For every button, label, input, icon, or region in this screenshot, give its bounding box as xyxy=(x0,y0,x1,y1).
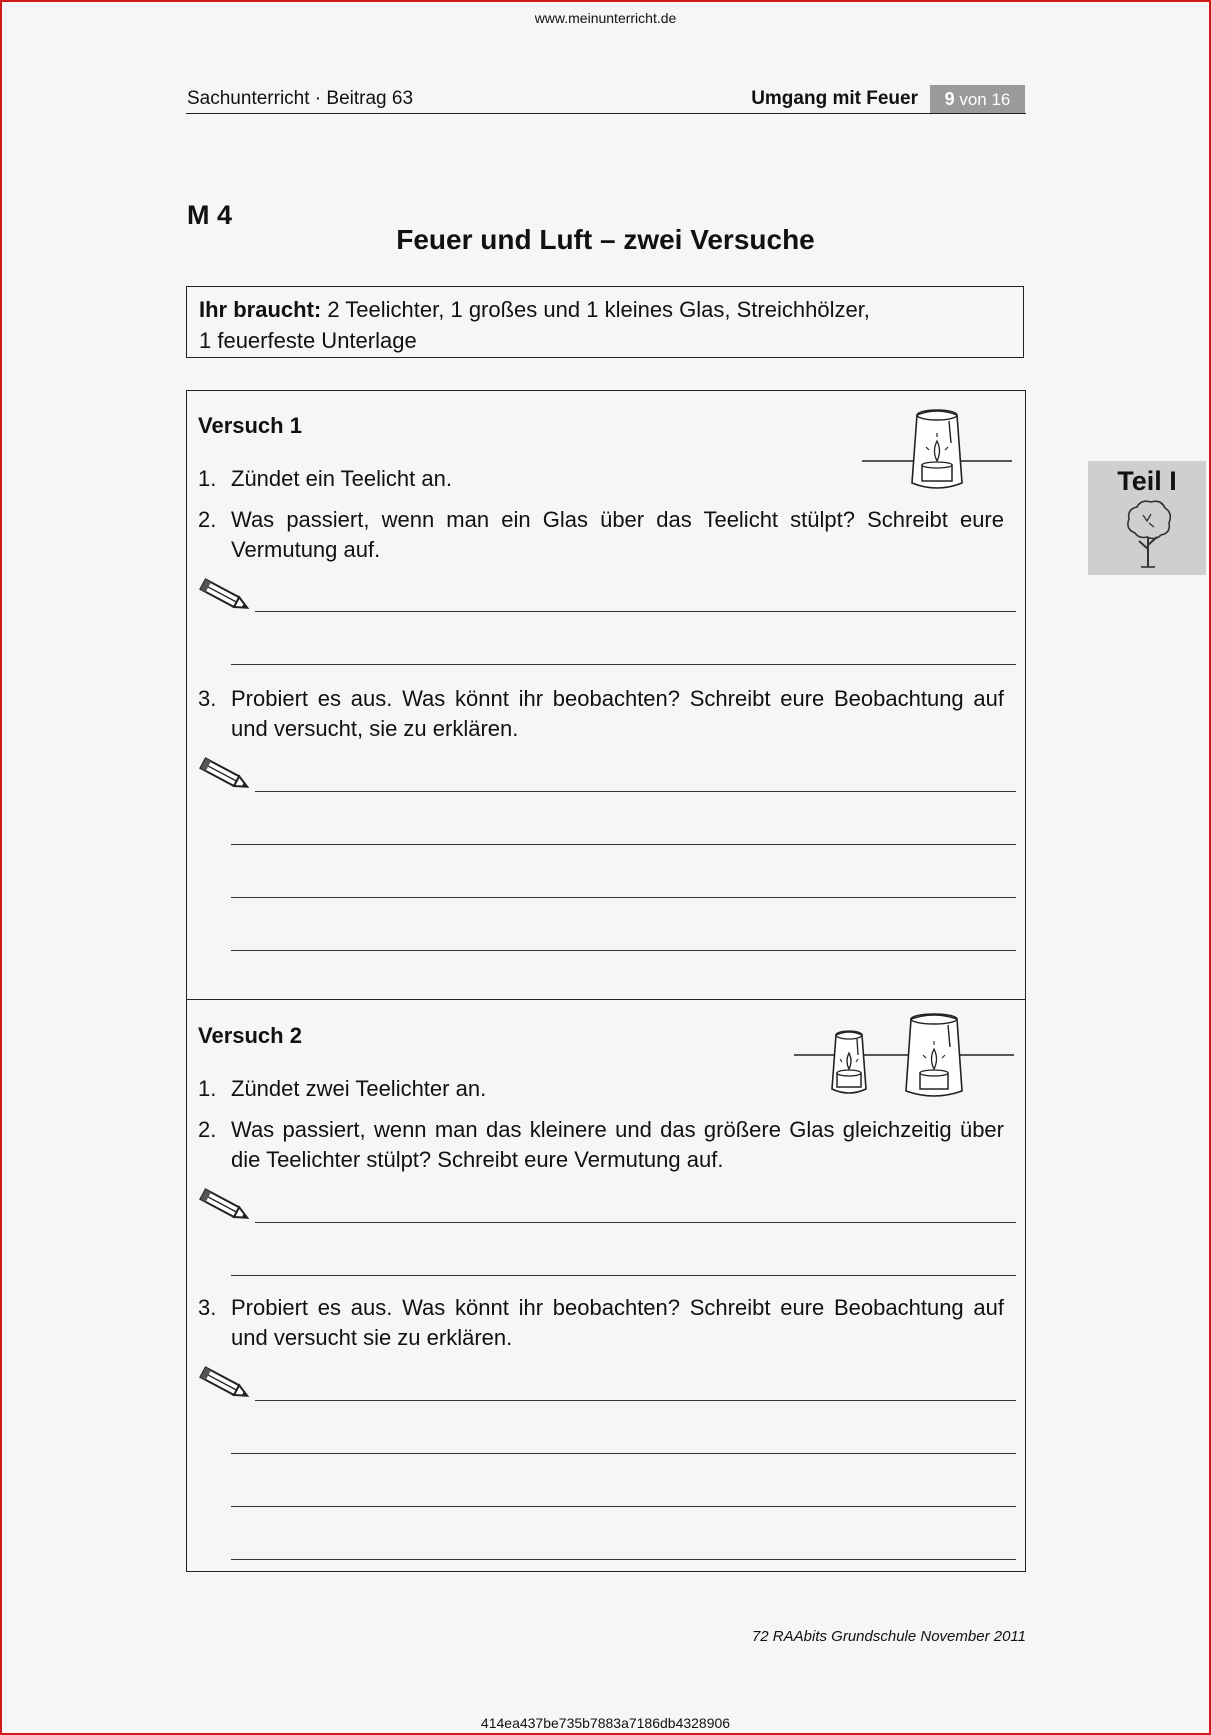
answer-line[interactable] xyxy=(255,1222,1016,1223)
header-topic: Umgang mit Feuer xyxy=(751,88,918,109)
answer-line[interactable] xyxy=(231,844,1016,845)
document-code: 414ea437be735b7883a7186db4328906 xyxy=(480,1715,731,1731)
versuch-1-heading: Versuch 1 xyxy=(198,413,302,438)
materials-label: Ihr braucht: xyxy=(199,297,322,322)
page-indicator xyxy=(930,85,1025,113)
pencil-icon xyxy=(198,755,250,795)
answer-line[interactable] xyxy=(231,1275,1016,1276)
v1-item-1 xyxy=(198,464,1004,494)
page-current: 9 xyxy=(944,89,955,109)
page-title: Feuer und Luft – zwei Versuche xyxy=(396,224,815,255)
materials-line-1: 2 Teelichter, 1 großes und 1 kleines Glas, Streichhölzer, xyxy=(327,297,870,322)
header-subject: Sachunterricht · Beitrag 63 xyxy=(187,88,414,109)
header-rule xyxy=(186,113,1026,114)
versuch-2-heading: Versuch 2 xyxy=(198,1023,302,1048)
v1-item-2 xyxy=(198,505,1004,565)
v1-item-2-text: Was passiert, wenn man ein Glas über das Teelicht stülpt? Schreibt eure Vermutung auf. xyxy=(231,507,1004,562)
answer-line[interactable] xyxy=(231,664,1016,665)
section-divider xyxy=(187,999,1025,1000)
v2-item-2-number: 2. xyxy=(198,1117,217,1142)
v2-item-1-number: 1. xyxy=(198,1076,217,1101)
materials-box xyxy=(186,286,1024,358)
v1-item-3-text: Probiert es aus. Was könnt ihr beobachten? Schreibt eure Beobachtung auf und versucht, sie zu erklären. xyxy=(231,686,1004,741)
v1-item-2-number: 2. xyxy=(198,507,217,532)
source-url: www.meinunterricht.de xyxy=(534,10,677,26)
v2-item-1 xyxy=(198,1074,1004,1104)
v2-item-1-text: Zündet zwei Teelichter an. xyxy=(231,1076,487,1101)
material-number: M 4 xyxy=(187,200,233,230)
pencil-icon xyxy=(198,576,250,616)
answer-line[interactable] xyxy=(231,950,1016,951)
pencil-icon xyxy=(198,1186,250,1226)
page-total: von 16 xyxy=(959,90,1011,109)
side-tab-label: Teil I xyxy=(1117,466,1177,496)
answer-line[interactable] xyxy=(255,1400,1016,1401)
tree-icon xyxy=(1121,497,1175,569)
v1-item-3 xyxy=(198,684,1004,744)
answer-line[interactable] xyxy=(231,897,1016,898)
answer-line[interactable] xyxy=(255,791,1016,792)
v1-item-1-text: Zündet ein Teelicht an. xyxy=(231,466,452,491)
side-tab xyxy=(1088,461,1206,575)
v1-item-3-number: 3. xyxy=(198,686,217,711)
materials-line-2: 1 feuerfeste Unterlage xyxy=(199,328,417,353)
v1-item-1-number: 1. xyxy=(198,466,217,491)
v2-item-3 xyxy=(198,1293,1004,1353)
answer-line[interactable] xyxy=(255,611,1016,612)
footer-citation: 72 RAAbits Grundschule November 2011 xyxy=(751,1628,1026,1645)
answer-line[interactable] xyxy=(231,1453,1016,1454)
pencil-icon xyxy=(198,1364,250,1404)
v2-item-2 xyxy=(198,1115,1004,1175)
experiments-box xyxy=(186,390,1026,1572)
v2-item-3-number: 3. xyxy=(198,1295,217,1320)
answer-line[interactable] xyxy=(231,1506,1016,1507)
answer-line[interactable] xyxy=(231,1559,1016,1560)
v2-item-3-text: Probiert es aus. Was könnt ihr beobachten? Schreibt eure Beobachtung auf und versucht sie zu erklären. xyxy=(231,1295,1004,1350)
v2-item-2-text: Was passiert, wenn man das kleinere und das größere Glas gleichzeitig über die Teelichter stülpt? Schreibt eure Vermutung auf. xyxy=(231,1117,1004,1172)
